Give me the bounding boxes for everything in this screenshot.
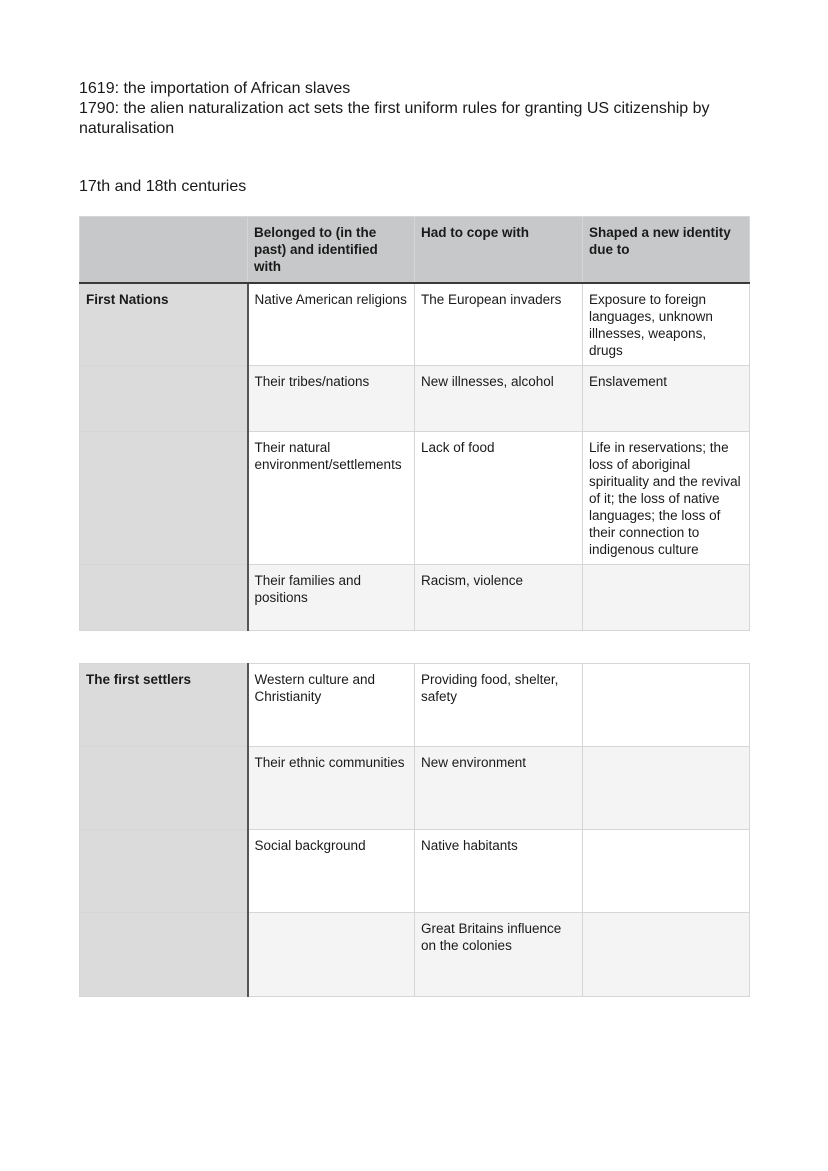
cell-cope: Racism, violence bbox=[415, 565, 583, 631]
table-row bbox=[80, 283, 750, 366]
row-label bbox=[80, 747, 248, 830]
cell-shaped: Life in reservations; the loss of aboriginal spirituality and the revival of it; the loss of native languages; the loss of their connection to indigenous culture bbox=[583, 432, 750, 565]
row-label bbox=[80, 830, 248, 913]
row-label-first-settlers: The first settlers bbox=[80, 664, 248, 747]
row-label bbox=[80, 913, 248, 997]
cell-belonged: Social background bbox=[248, 830, 415, 913]
cell-belonged bbox=[248, 913, 415, 997]
intro-notes bbox=[79, 79, 759, 139]
table-row bbox=[80, 432, 750, 565]
intro-line-1619: 1619: the importation of African slaves bbox=[79, 80, 351, 97]
row-label bbox=[80, 565, 248, 631]
table-row bbox=[80, 747, 750, 830]
table-row bbox=[80, 830, 750, 913]
row-label-first-nations: First Nations bbox=[80, 283, 248, 366]
cell-shaped bbox=[583, 913, 750, 997]
table-header-row bbox=[80, 217, 750, 284]
header-had-to-cope-with: Had to cope with bbox=[415, 217, 583, 284]
cell-shaped bbox=[583, 747, 750, 830]
table-row bbox=[80, 366, 750, 432]
table-row bbox=[80, 664, 750, 747]
cell-shaped bbox=[583, 565, 750, 631]
cell-shaped bbox=[583, 664, 750, 747]
cell-cope: Providing food, shelter, safety bbox=[415, 664, 583, 747]
cell-cope: The European invaders bbox=[415, 283, 583, 366]
cell-shaped: Enslavement bbox=[583, 366, 750, 432]
row-label bbox=[80, 366, 248, 432]
row-label bbox=[80, 432, 248, 565]
header-shaped-new-identity: Shaped a new identity due to bbox=[583, 217, 750, 284]
cell-belonged: Native American religions bbox=[248, 283, 415, 366]
section-title: 17th and 18th centuries bbox=[79, 178, 247, 195]
cell-belonged: Western culture and Christianity bbox=[248, 664, 415, 747]
header-corner bbox=[80, 217, 248, 284]
first-settlers-table bbox=[79, 663, 750, 997]
cell-belonged: Their tribes/nations bbox=[248, 366, 415, 432]
cell-belonged: Their ethnic communities bbox=[248, 747, 415, 830]
intro-line-1790: 1790: the alien naturalization act sets the first uniform rules for granting US citizenship by naturalisation bbox=[79, 100, 710, 137]
table-row bbox=[80, 913, 750, 997]
cell-cope: Lack of food bbox=[415, 432, 583, 565]
cell-belonged: Their natural environment/settlements bbox=[248, 432, 415, 565]
cell-cope: New environment bbox=[415, 747, 583, 830]
first-nations-table bbox=[79, 216, 750, 631]
cell-cope: Native habitants bbox=[415, 830, 583, 913]
cell-shaped: Exposure to foreign languages, unknown illnesses, weapons, drugs bbox=[583, 283, 750, 366]
cell-cope: Great Britains influence on the colonies bbox=[415, 913, 583, 997]
cell-belonged: Their families and positions bbox=[248, 565, 415, 631]
cell-cope: New illnesses, alcohol bbox=[415, 366, 583, 432]
table-row bbox=[80, 565, 750, 631]
header-belonged-to: Belonged to (in the past) and identified with bbox=[248, 217, 415, 284]
cell-shaped bbox=[583, 830, 750, 913]
